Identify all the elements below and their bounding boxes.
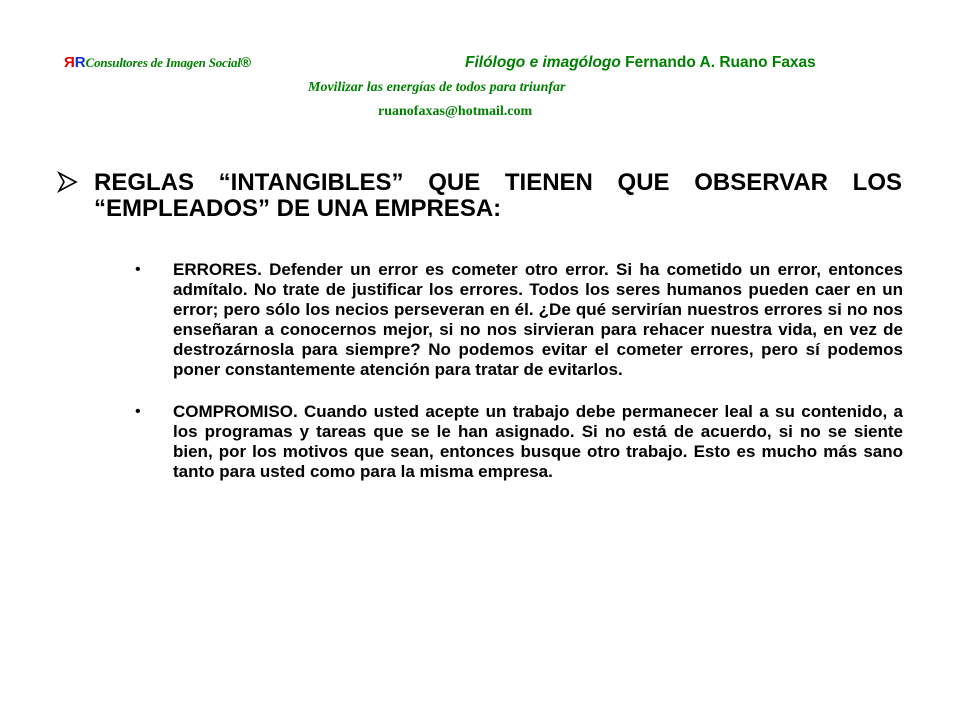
arrow-bullet-icon [56,171,78,193]
logo-company-name: Consultores de Imagen Social [85,55,241,70]
rules-list [135,260,903,504]
company-logo [64,54,251,71]
logo-registered-mark: ® [240,54,252,70]
contact-email: ruanofaxas@hotmail.com [378,104,533,119]
document-header [0,0,960,130]
bullet-marker: • [135,403,141,420]
list-item-text: COMPROMISO. Cuando usted acepte un trabajo debe permanecer leal a su contenido, a los programas y tareas que se le han asignado. Si no está de acuerdo, si no se siente bien, por los motivos que sean, entonces busque otro trabajo. Esto es mucho más sano tanto para usted como para la misma empresa. [173,402,903,481]
author-role: Filólogo e imagólogo [465,54,621,71]
list-item-errores [135,260,903,380]
list-item-text: ERRORES. Defender un error es cometer otro error. Si ha cometido un error, entonces admítalo. No trate de justificar los errores. Todos los seres humanos pueden caer en un error; pero sólo los necios perseveran en él. ¿De qué servirían nuestros errores si no nos enseñaran a conocernos mejor, si no nos sirvieran para rehacer nuestra vida, en vez de destrozárnosla para siempre? No podemos evitar el cometer errores, pero sí podemos poner constantemente atención para tratar de evitarlos. [173,260,903,379]
list-item-compromiso [135,402,903,482]
section-heading [56,170,902,222]
author-line [465,54,816,72]
logo-mark-ya: ЯR [64,54,86,71]
heading-text: REGLAS “INTANGIBLES” QUE TIENEN QUE OBSERVAR LOS “EMPLEADOS” DE UNA EMPRESA: [94,169,902,222]
slogan: Movilizar las energías de todos para triunfar [308,80,566,95]
bullet-marker: • [135,261,141,278]
author-name: Fernando A. Ruano Faxas [625,54,816,71]
